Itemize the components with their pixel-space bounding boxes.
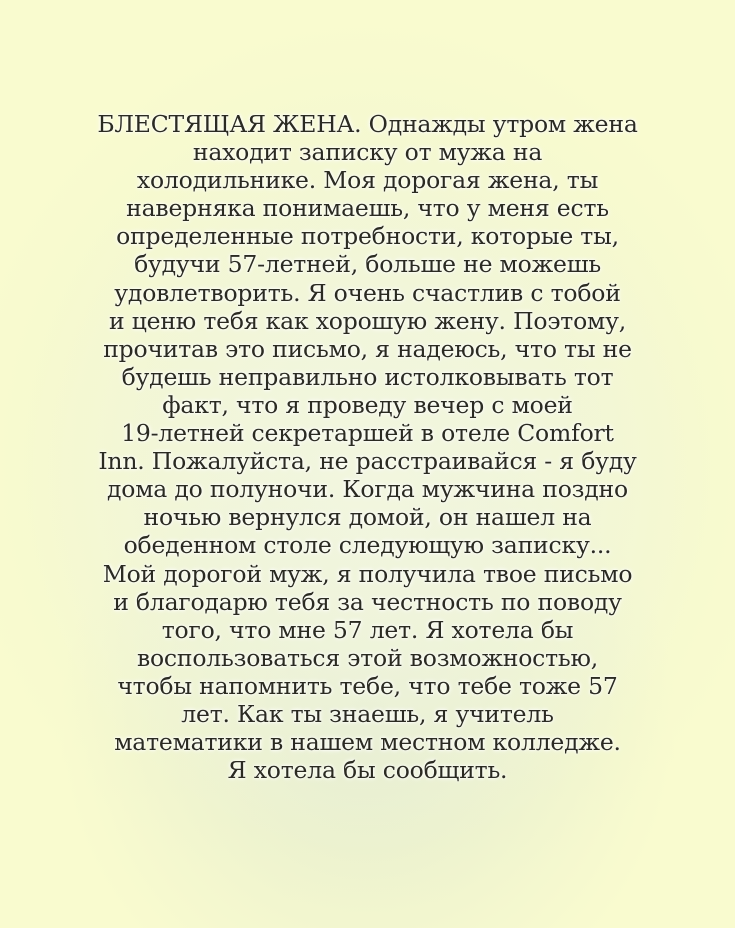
text-line: прочитав это письмо, я надеюсь, что ты не bbox=[103, 334, 632, 363]
text-line: ночью вернулся домой, он нашел на bbox=[143, 503, 592, 532]
text-line: факт, что я проведу вечер с моей bbox=[162, 390, 573, 419]
text-line: и благодарю тебя за честность по поводу bbox=[113, 587, 622, 616]
text-line: лет. Как ты знаешь, я учитель bbox=[181, 699, 554, 728]
text-line: того, что мне 57 лет. Я хотела бы bbox=[161, 615, 574, 644]
text-line: холодильнике. Моя дорогая жена, ты bbox=[136, 166, 599, 195]
text-line: обеденном столе следующую записку... bbox=[123, 531, 612, 560]
text-line: дома до полуночи. Когда мужчина поздно bbox=[107, 475, 628, 504]
text-line: удовлетворить. Я очень счастлив с тобой bbox=[114, 278, 621, 307]
joke-text bbox=[60, 110, 675, 784]
text-line: находит записку от мужа на bbox=[192, 138, 543, 167]
text-line: чтобы напомнить тебе, что тебе тоже 57 bbox=[117, 671, 618, 700]
text-line: 19-летней секретаршей в отеле Comfort bbox=[121, 419, 614, 448]
text-line: Мой дорогой муж, я получила твое письмо bbox=[102, 559, 633, 588]
text-line: наверняка понимаешь, что у меня есть bbox=[126, 194, 609, 223]
text-line: воспользоваться этой возможностью, bbox=[136, 643, 599, 672]
text-line: будешь неправильно истолковывать тот bbox=[121, 362, 614, 391]
text-line: математики в нашем местном колледже. bbox=[114, 728, 621, 757]
text-line: определенные потребности, которые ты, bbox=[116, 222, 619, 251]
text-line: и ценю тебя как хорошую жену. Поэтому, bbox=[108, 306, 627, 335]
text-line: будучи 57-летней, больше не можешь bbox=[134, 250, 601, 279]
text-line: Я хотела бы сообщить. bbox=[227, 756, 508, 785]
text-line: Inn. Пожалуйста, не расстраивайся - я буду bbox=[98, 447, 637, 476]
text-line: БЛЕСТЯЩАЯ ЖЕНА. Однажды утром жена bbox=[97, 110, 638, 138]
